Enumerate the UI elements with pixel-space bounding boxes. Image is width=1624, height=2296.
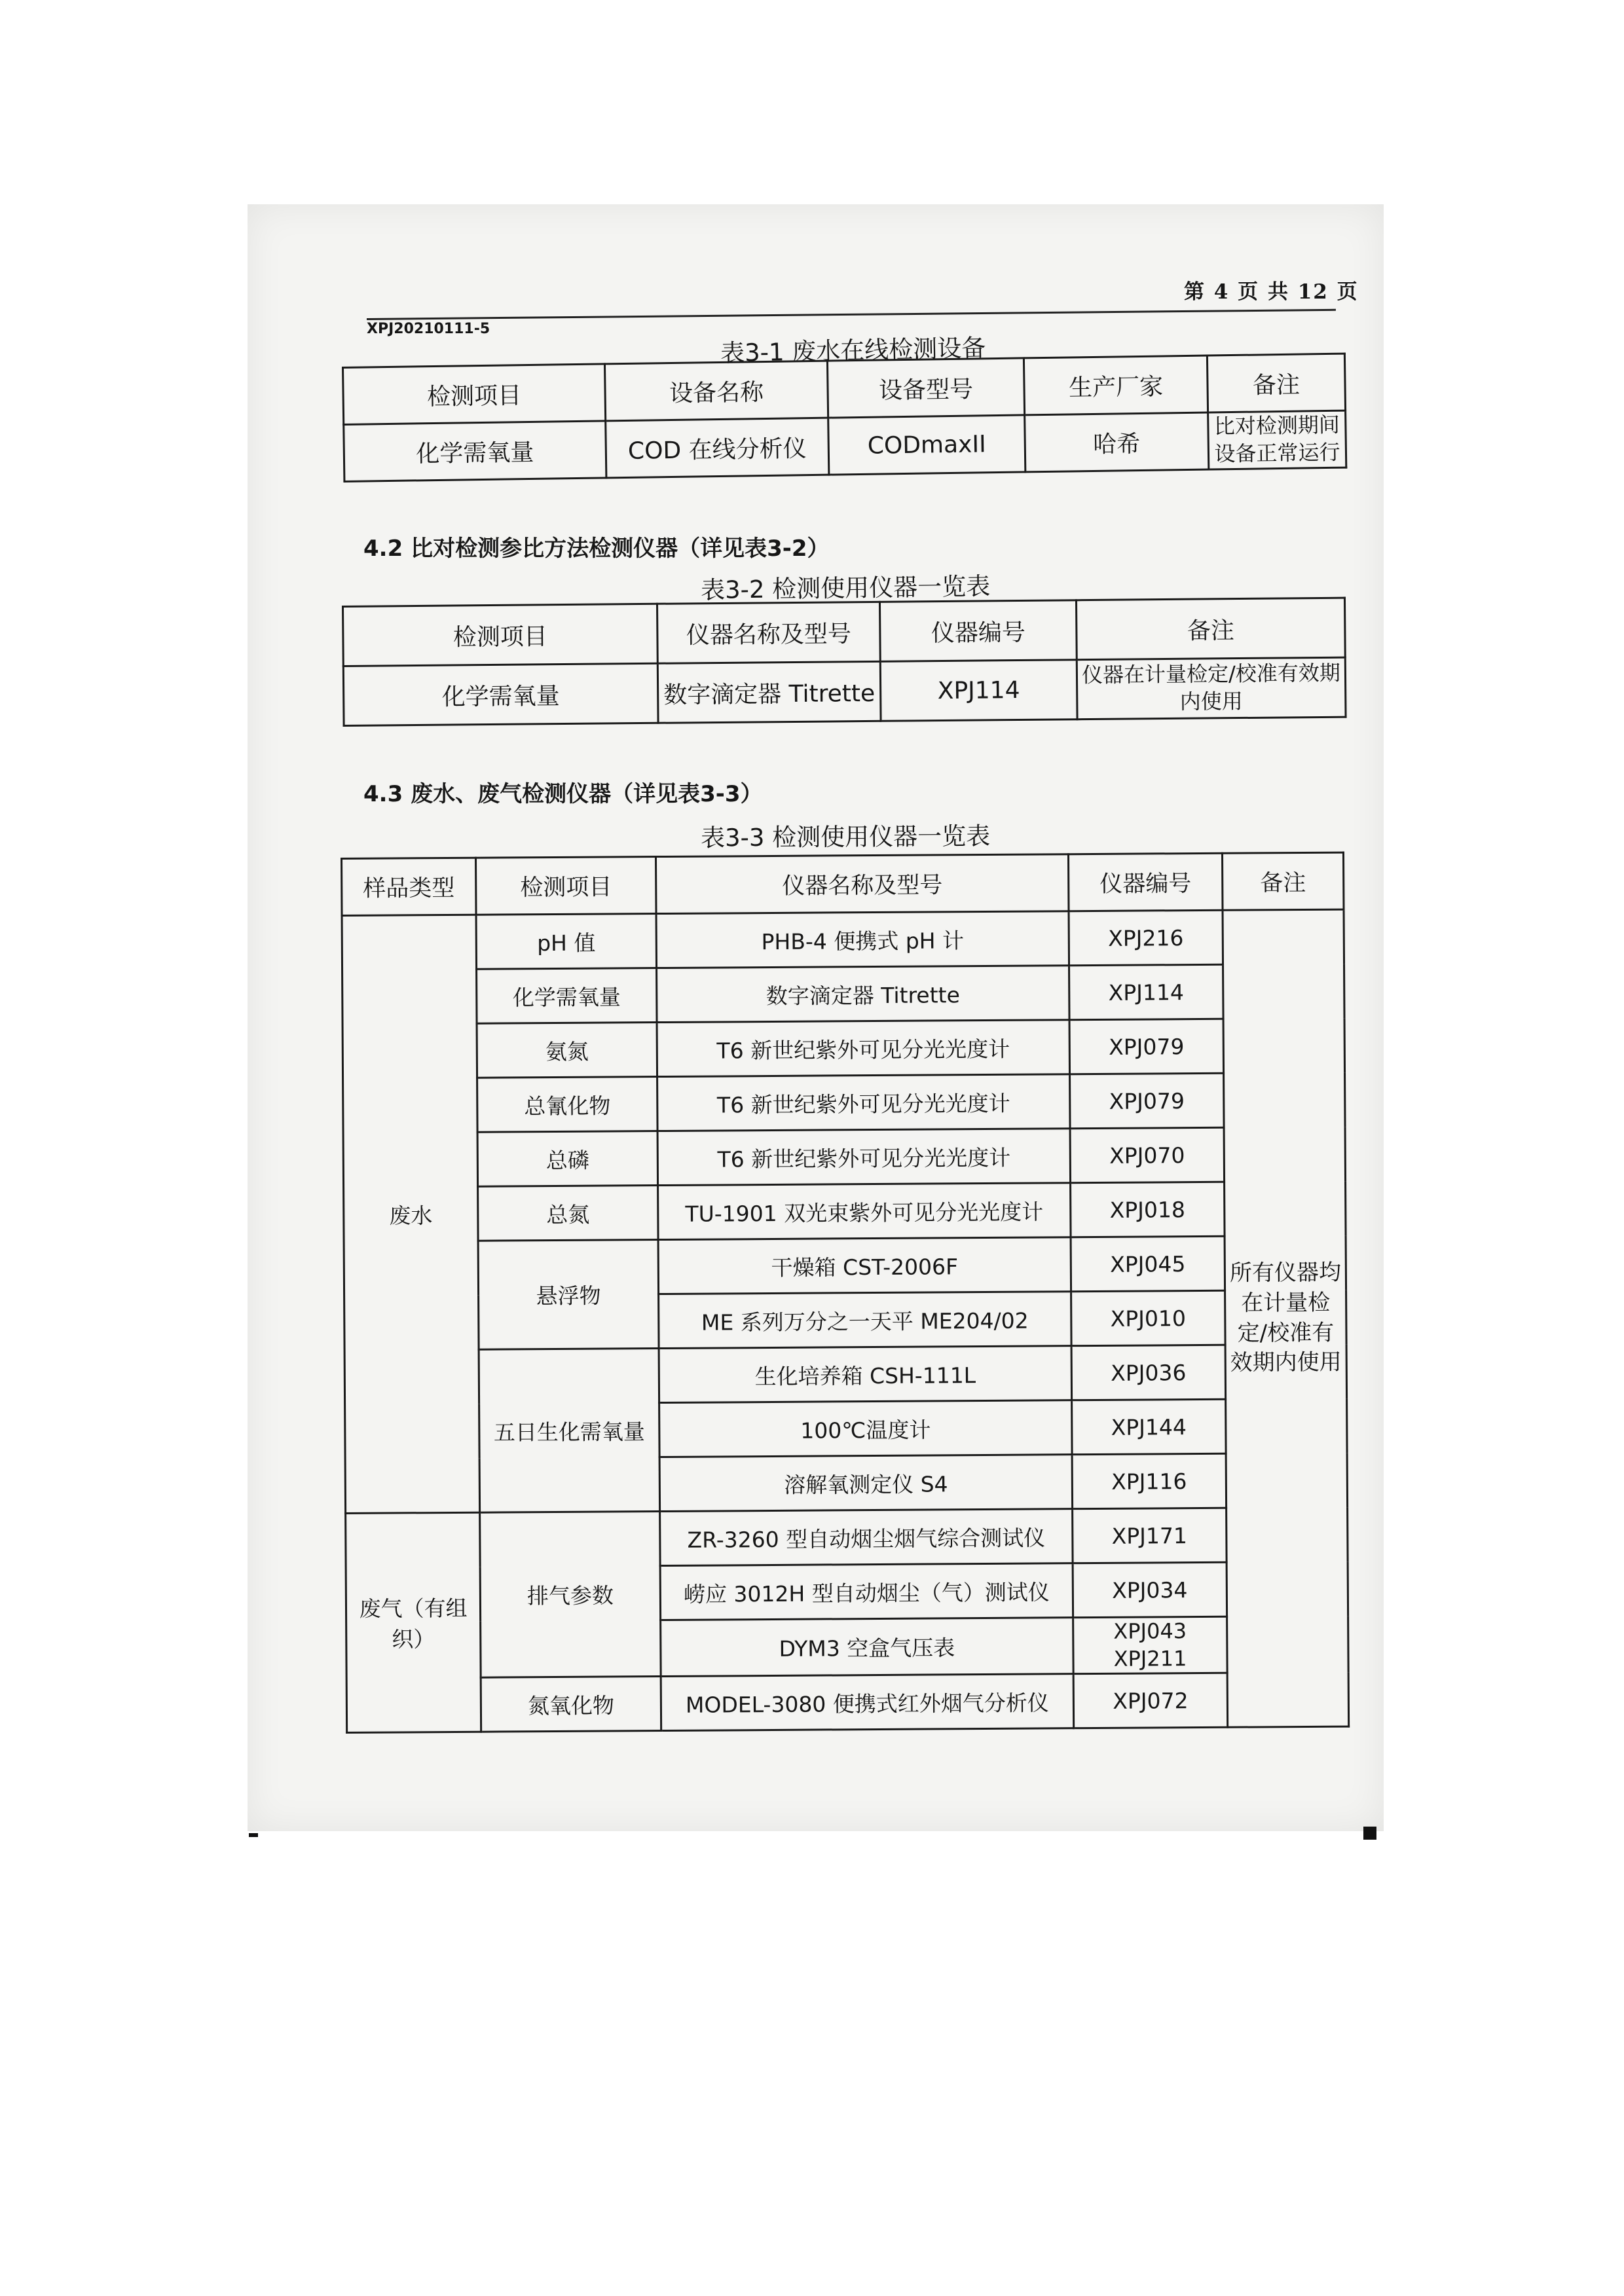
t3-instrument: TU-1901 双光束紫外可见分光光度计 xyxy=(658,1183,1071,1240)
t2-cell-remark: 仪器在计量检定/校准有效期内使用 xyxy=(1077,657,1346,720)
t1-header-device: 设备名称 xyxy=(604,361,828,421)
t3-instrument: 溶解氧测定仪 S4 xyxy=(659,1455,1072,1512)
t3-item: 氨氮 xyxy=(477,1023,657,1078)
t1-cell-model: CODmaxII xyxy=(828,415,1025,475)
t3-header-sample-type: 样品类型 xyxy=(342,858,477,915)
t3-instrument: ME 系列万分之一天平 ME204/02 xyxy=(659,1292,1071,1349)
t3-instrument: T6 新世纪紫外可见分光光度计 xyxy=(657,1129,1070,1186)
t1-cell-device: COD 在线分析仪 xyxy=(606,418,829,478)
t3-item: 总磷 xyxy=(477,1131,658,1187)
t1-cell-item: 化学需氧量 xyxy=(344,421,606,482)
report-code: XPJ20210111-5 xyxy=(367,321,490,337)
t3-item: 总氰化物 xyxy=(477,1077,658,1133)
t3-id: XPJ079 xyxy=(1070,1073,1225,1128)
t3-sample-wastewater: 废水 xyxy=(342,915,480,1513)
t3-remark: 所有仪器均在计量检定/校准有效期内使用 xyxy=(1223,909,1349,1727)
t3-instrument: DYM3 空盒气压表 xyxy=(661,1618,1074,1677)
t3-id: XPJ216 xyxy=(1069,910,1223,965)
t2-cell-id: XPJ114 xyxy=(880,660,1077,721)
t1-header-maker: 生产厂家 xyxy=(1024,355,1208,415)
t3-header-remark: 备注 xyxy=(1222,852,1344,910)
table2-caption: 表3-2 检测使用仪器一览表 xyxy=(700,572,991,605)
t3-id: XPJ171 xyxy=(1073,1508,1227,1563)
t3-instrument: 崂应 3012H 型自动烟尘（气）测试仪 xyxy=(660,1563,1073,1620)
t1-cell-remark: 比对检测期间设备正常运行 xyxy=(1208,410,1346,469)
t3-id: XPJ043 XPJ211 xyxy=(1073,1616,1228,1674)
t3-instrument: MODEL-3080 便携式红外烟气分析仪 xyxy=(661,1674,1073,1731)
t3-id: XPJ034 xyxy=(1073,1562,1227,1617)
t2-header-remark: 备注 xyxy=(1076,598,1345,660)
page-indicator: 第 4 页 共 12 页 xyxy=(1184,280,1359,304)
section-4-3-title: 4.3 废水、废气检测仪器（详见表3-3） xyxy=(363,781,763,807)
t1-header-remark: 备注 xyxy=(1207,354,1345,412)
t3-header-item: 检测项目 xyxy=(476,857,657,915)
t3-id: XPJ010 xyxy=(1071,1290,1226,1345)
scan-edge-mark xyxy=(249,1833,258,1837)
t3-item: 悬浮物 xyxy=(478,1240,659,1350)
t3-id: XPJ070 xyxy=(1070,1127,1225,1182)
t1-header-model: 设备型号 xyxy=(827,358,1024,418)
t3-item: pH 值 xyxy=(476,914,657,970)
t3-header-id: 仪器编号 xyxy=(1068,853,1223,911)
section-4-2-title: 4.2 比对检测参比方法检测仪器（详见表3-2） xyxy=(363,536,830,562)
t3-instrument: 数字滴定器 Titrette xyxy=(657,966,1069,1023)
t3-item: 总氮 xyxy=(478,1186,659,1241)
t3-instrument: 生化培养箱 CSH-111L xyxy=(659,1346,1071,1403)
table3-caption: 表3-3 检测使用仪器一览表 xyxy=(700,822,991,852)
t3-item: 氮氧化物 xyxy=(481,1677,661,1732)
t1-cell-maker: 哈希 xyxy=(1025,412,1209,472)
scan-corner-mark xyxy=(1363,1827,1376,1840)
t3-instrument: 干燥箱 CST-2006F xyxy=(658,1237,1071,1294)
t3-id: XPJ116 xyxy=(1072,1453,1227,1508)
t2-header-instrument: 仪器名称及型号 xyxy=(657,602,880,663)
t3-id: XPJ114 xyxy=(1069,964,1224,1019)
table-3-2 xyxy=(342,597,1347,727)
t2-header-id: 仪器编号 xyxy=(879,600,1077,662)
t2-header-item: 检测项目 xyxy=(343,604,658,666)
t3-item: 五日生化需氧量 xyxy=(479,1349,660,1513)
t2-cell-item: 化学需氧量 xyxy=(343,663,658,725)
t3-id: XPJ079 xyxy=(1069,1019,1224,1074)
t3-sample-exhaust: 废气（有组织） xyxy=(346,1512,481,1732)
t3-instrument: PHB-4 便携式 pH 计 xyxy=(656,911,1069,968)
t1-header-item: 检测项目 xyxy=(343,364,606,425)
t3-item: 化学需氧量 xyxy=(477,968,657,1024)
t3-id: XPJ045 xyxy=(1071,1236,1225,1291)
t3-instrument: ZR-3260 型自动烟尘烟气综合测试仪 xyxy=(660,1509,1073,1566)
t2-cell-instrument: 数字滴定器 Titrette xyxy=(657,661,881,723)
table-3-3 xyxy=(341,852,1350,1734)
t3-id: XPJ018 xyxy=(1071,1182,1225,1237)
table1-caption: 表3-1 废水在线检测设备 xyxy=(720,333,986,368)
t3-instrument: T6 新世纪紫外可见分光光度计 xyxy=(657,1020,1069,1077)
table-3-1 xyxy=(342,353,1347,483)
t3-instrument: 100℃温度计 xyxy=(659,1400,1072,1457)
t3-id: XPJ144 xyxy=(1072,1399,1227,1454)
t3-id: XPJ072 xyxy=(1073,1673,1228,1728)
t3-item: 排气参数 xyxy=(480,1512,661,1678)
t3-id: XPJ036 xyxy=(1071,1345,1226,1400)
t3-instrument: T6 新世纪紫外可见分光光度计 xyxy=(657,1074,1070,1131)
t3-header-instrument: 仪器名称及型号 xyxy=(656,854,1069,914)
